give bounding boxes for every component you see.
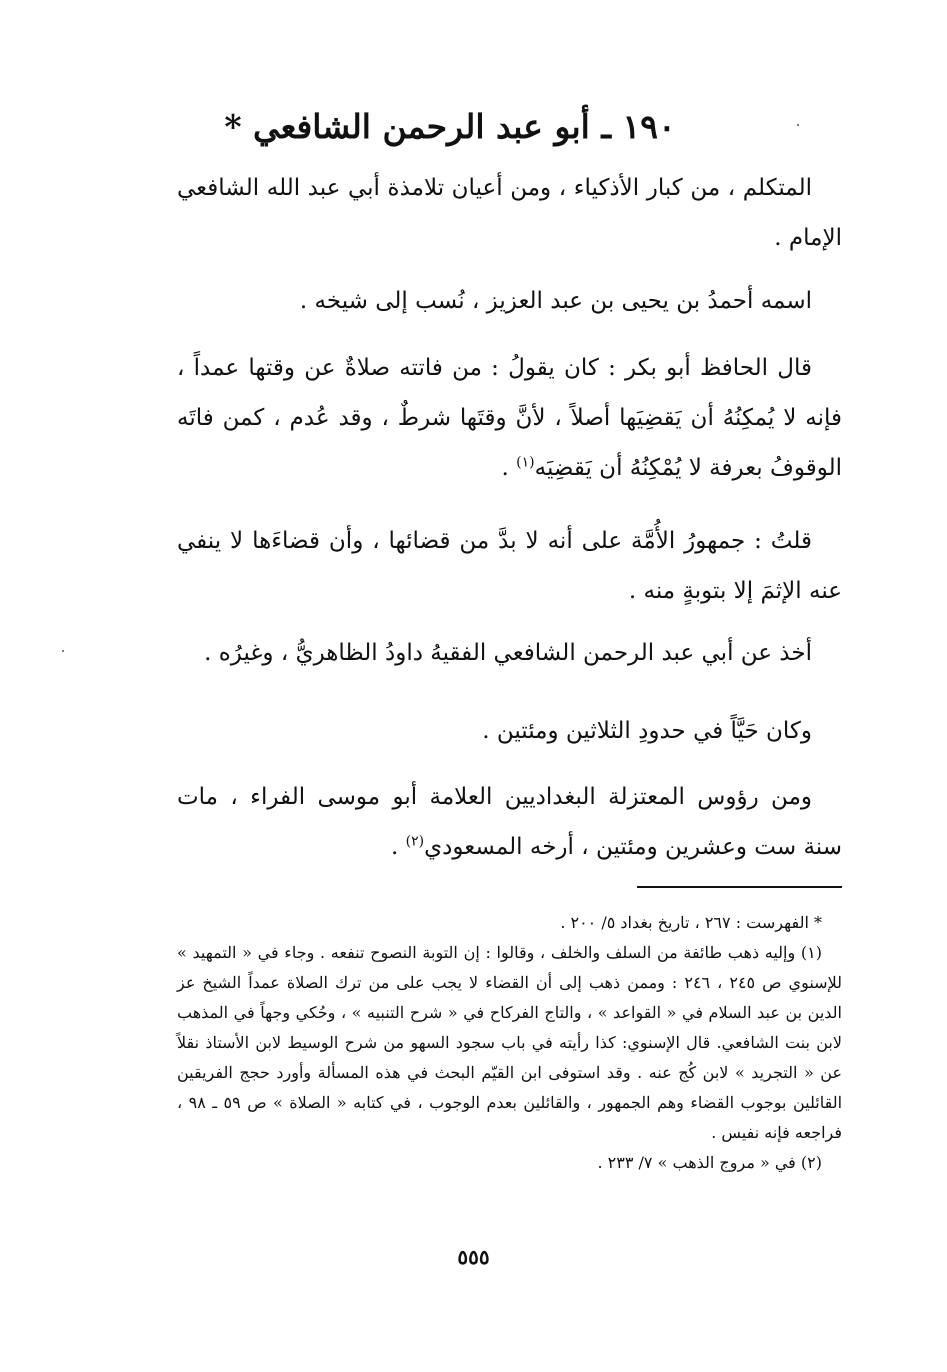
paragraph-name: اسمه أحمدُ بن يحيى بن عبد العزيز ، نُسب إلى شيخه . (299, 288, 812, 314)
paragraph-intro: المتكلم ، من كبار الأذكياء ، ومن أعيان تلامذة أبي عبد الله الشافعي الإمام . (177, 175, 842, 251)
paragraph-mutazila-text: ومن رؤوس المعتزلة البغداديين العلامة أبو موسى الفراء ، مات سنة ست وعشرين ومئتين ، أرخه المسعودي (177, 784, 842, 860)
footnote-marker-1: (١) (516, 454, 535, 471)
footnote-1: (١) وإليه ذهب طائفة من السلف والخلف ، وقالوا : إن التوبة النصوح تنفعه . وجاء في « التمهيد » للإسنوي ص ٢٤٥ ، ٢٤٦ : وممن ذهب إلى أن القضاء لا يجب على من ترك الصلاة عمداً الشيخ عز الدين بن عبد السلام في « القواعد » ، والتاج الفركاح في « شرح التنبيه » ، وحُكي وجهاً في المذهب لابن بنت الشافعي. قال الإسنوي: كذا رأيته في باب سجود السهو من شرح الوسيط لابن الأستاذ نقلاً عن « التجريد » لابن كُج عنه . وقد استوفى ابن القيّم البحث في هذه المسألة وأورد حجج الفريقين القائلين بوجوب القضاء وهم الجمهور ، والقائلين بعدم الوجوب ، في كتابه « الصلاة » ص ٥٩ ـ ٩٨ ، فراجعه فإنه نفيس . (177, 943, 843, 1142)
paragraph-quote-end: . (501, 455, 517, 481)
paragraph-comment: قلتُ : جمهورُ الأُمَّة على أنه لا بدَّ من قضائها ، وأن قضاءَها لا ينفي عنه الإثمَ إلا بتوبةٍ منه . (177, 528, 842, 604)
paragraph-mutazila-end: . (391, 834, 406, 860)
paragraph-mutazila (177, 772, 842, 872)
paragraph-quote-text: قال الحافظ أبو بكر : كان يقولُ : من فاتته صلاةٌ عن وقتها عمداً ، فإنه لا يُمكِنُهُ أن يَقضِيَها أصلاً ، لأنَّ وقتَها شرطٌ ، وقد عُدم ، كمن فاتَه الوقوفُ بعرفة لا يُمْكِنُهُ أن يَقضِيَه (177, 355, 842, 481)
footnotes-section (177, 908, 842, 1178)
paragraph-students: أخذ عن أبي عبد الرحمن الشافعي الفقيهُ داودُ الظاهريُّ ، وغيرُه . (204, 640, 812, 666)
footnote-2: (٢) في « مروج الذهب » ٧/ ٢٣٣ . (597, 1153, 822, 1172)
footnote-marker-2: (٢) (405, 833, 425, 850)
paragraph-era: وكان حَيَّاً في حدودِ الثلاثين ومئتين . (482, 718, 812, 744)
paragraph-quote (177, 343, 842, 493)
footnote-source: * الفهرست : ٢٦٧ ، تاريخ بغداد ٥/ ٢٠٠ . (560, 913, 822, 932)
page-number: ٥٥٥ (457, 1245, 490, 1269)
entry-title: ١٩٠ ـ أبو عبد الرحمن الشافعي * (224, 107, 676, 146)
scan-speck (797, 124, 799, 126)
footnote-divider (637, 886, 842, 888)
scan-speck (62, 650, 64, 652)
